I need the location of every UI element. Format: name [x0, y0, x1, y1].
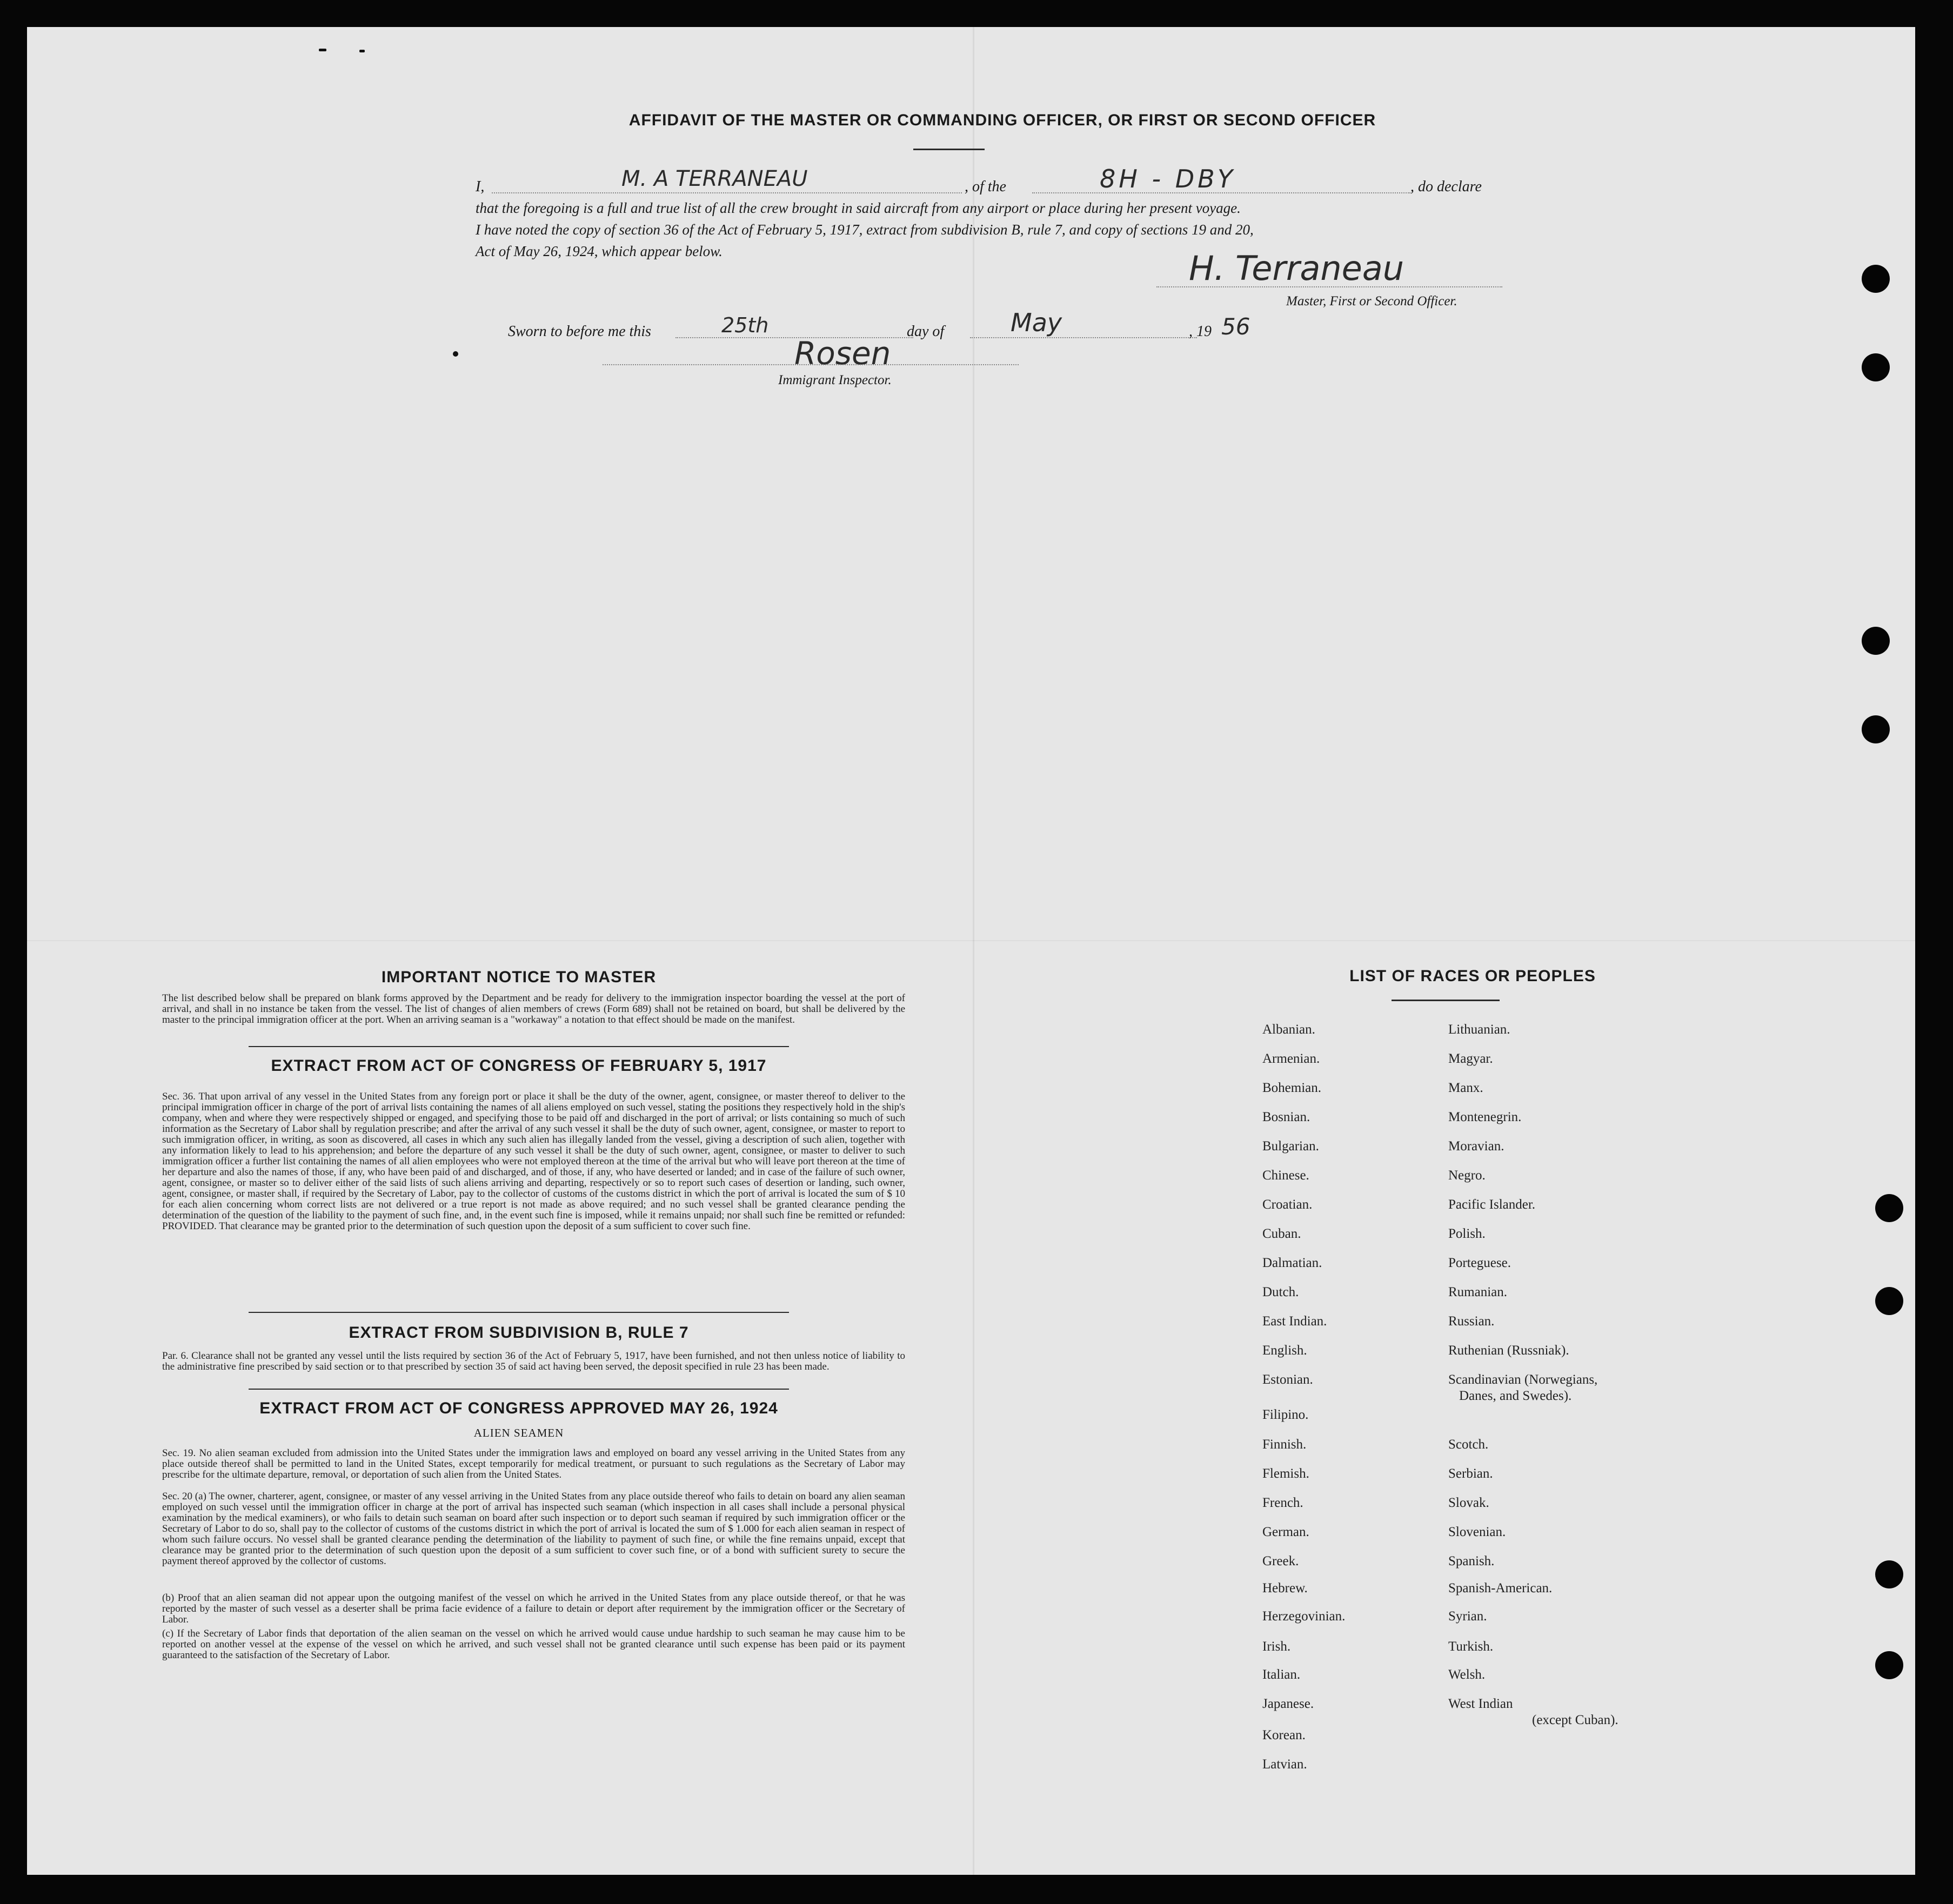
race-item: Latvian. [1262, 1757, 1307, 1772]
race-item: French. [1262, 1496, 1303, 1510]
inspector-signature: Rosen [794, 335, 891, 372]
race-item: Bulgarian. [1262, 1139, 1319, 1154]
speck [359, 50, 365, 52]
inspector-line [603, 364, 1019, 365]
race-item: Turkish. [1448, 1639, 1494, 1654]
race-item: Dalmatian. [1262, 1256, 1322, 1270]
race-item: Filipino. [1262, 1407, 1309, 1422]
race-item: Irish. [1262, 1639, 1291, 1654]
race-item: Hebrew. [1262, 1581, 1308, 1595]
handwritten-name: M. A TERRANEAU [621, 166, 808, 191]
notice-body: The list described below shall be prepared on blank forms approved by the Department and be ready for delivery to the immigration inspector boarding the vessel at the port of arrival, and shall in no instance be taken from the vessel. The list of changes of alien members of crews (Form 689) shall not be retained on board, but shall be delivered by the master to the principal immigration officer at the port. When an arriving seaman is a "workaway" a notation to that effect should be made on the manifest. [162, 993, 905, 1025]
speck [453, 351, 458, 357]
title-rule [913, 149, 985, 150]
year-prefix: , 19 [1189, 323, 1212, 340]
race-item: Lithuanian. [1448, 1022, 1510, 1037]
extract-1924-sec20b: (b) Proof that an alien seaman did not appear upon the outgoing manifest of the vessel on which he arrived in the United States from any place outside thereof, or that he was reported by the master of such vessel as a deserter shall be prima facie evidence of a failure to detain or deport after requirement by the immigration officer or the Secretary of Labor. [162, 1592, 905, 1625]
race-item: Bohemian. [1262, 1081, 1322, 1095]
race-item: Dutch. [1262, 1285, 1299, 1299]
race-item: Spanish-American. [1448, 1581, 1553, 1595]
affidavit-i-prefix: I, [476, 178, 485, 195]
handwritten-day: 25th [721, 313, 769, 337]
punch-hole [1875, 1287, 1903, 1315]
punch-hole [1862, 265, 1890, 293]
master-signature: H. Terraneau [1189, 249, 1404, 288]
race-item: Rumanian. [1448, 1285, 1508, 1299]
races-title: LIST OF RACES OR PEOPLES [1349, 967, 1596, 985]
day-of-label: day of [907, 323, 945, 340]
race-item: Greek. [1262, 1554, 1299, 1568]
race-item: Scandinavian (Norwegians, [1448, 1372, 1598, 1387]
race-item: Moravian. [1448, 1139, 1504, 1154]
fold-line-vertical [973, 27, 974, 1875]
race-item: Herzegovinian. [1262, 1609, 1346, 1624]
extract-1924-sec20a: Sec. 20 (a) The owner, charterer, agent, consignee, or master of any vessel arriving in the United States from any place outside thereof who fails to detain on board any alien seaman employed on such vessel until the immigration officer in charge at the port of arrival has inspected such seaman (which inspection in all cases shall include a personal physical examination by the medical examiners), or who fails to detain such seaman on board after such inspection or to deport such seaman if required by such immigration officer or the Secretary of Labor to do so, shall pay to the collector of customs of the customs district in which the port of arrival is located the sum of $ 1.000 for each alien seaman in respect of whom such failure occurs. No vessel shall be granted clearance pending the determination of the liability to payment of such fine, or while the fine remains unpaid, except that clearance may be granted prior to the determination of such question upon the deposit of a sum sufficient to cover such fine, or of a bond with sufficient surety to secure the payment thereof approved by the collector of customs. [162, 1491, 905, 1567]
master-caption: Master, First or Second Officer. [1286, 294, 1457, 309]
race-item: Manx. [1448, 1081, 1483, 1095]
race-item: Magyar. [1448, 1051, 1493, 1066]
race-item: German. [1262, 1525, 1309, 1539]
extract-1924-sec19: Sec. 19. No alien seaman excluded from admission into the United States under the immigration laws and employed on board any vessel arriving in the United States from any place outside thereof shall be permitted to land in the United States, except temporarily for medical treatment, or pursuant to such regulations as the Secretary of Labor may prescribe for the ultimate departure, removal, or deportation of such alien from the United States. [162, 1447, 905, 1480]
handwritten-year: 56 [1221, 313, 1250, 340]
punch-hole [1862, 715, 1890, 743]
race-item: Slovenian. [1448, 1525, 1506, 1539]
race-item: Estonian. [1262, 1372, 1313, 1387]
races-rule [1392, 1000, 1500, 1001]
affidavit-line-3: I have noted the copy of section 36 of the Act of February 5, 1917, extract from subdivision B, rule 7, and copy of sections 19 and 20, [476, 222, 1254, 238]
inspector-caption: Immigrant Inspector. [778, 373, 892, 387]
race-item: Slovak. [1448, 1496, 1489, 1510]
fold-line-horizontal [27, 940, 1915, 941]
document-sheet [27, 27, 1915, 1875]
race-item: (except Cuban). [1532, 1713, 1618, 1727]
section-rule [249, 1046, 789, 1047]
month-line [970, 337, 1197, 338]
affidavit-title: AFFIDAVIT OF THE MASTER OR COMMANDING OFFICER, OR FIRST OR SECOND OFFICER [628, 111, 1376, 129]
race-item: Croatian. [1262, 1197, 1313, 1212]
race-item: Polish. [1448, 1226, 1486, 1241]
race-item: Danes, and Swedes). [1459, 1389, 1572, 1403]
race-item: Bosnian. [1262, 1110, 1310, 1124]
race-item: East Indian. [1262, 1314, 1327, 1329]
affidavit-do-declare: , do declare [1410, 178, 1482, 195]
race-item: Serbian. [1448, 1466, 1493, 1481]
race-item: Armenian. [1262, 1051, 1320, 1066]
section-rule [249, 1389, 789, 1390]
race-item: Albanian. [1262, 1022, 1315, 1037]
punch-hole [1862, 353, 1890, 381]
name-line [492, 192, 962, 193]
punch-hole [1862, 627, 1890, 655]
race-item: Flemish. [1262, 1466, 1309, 1481]
punch-hole [1875, 1560, 1903, 1588]
extract-1917-title: EXTRACT FROM ACT OF CONGRESS OF FEBRUARY 5, 1917 [271, 1057, 767, 1075]
race-item: West Indian [1448, 1697, 1513, 1711]
punch-hole [1875, 1651, 1903, 1679]
subdivision-title: EXTRACT FROM SUBDIVISION B, RULE 7 [349, 1324, 689, 1342]
race-item: Italian. [1262, 1667, 1301, 1682]
affidavit-line-2: that the foregoing is a full and true list of all the crew brought in said aircraft from any airport or place during her present voyage. [476, 200, 1241, 216]
race-item: Welsh. [1448, 1667, 1486, 1682]
race-item: Russian. [1448, 1314, 1495, 1329]
race-item: Montenegrin. [1448, 1110, 1522, 1124]
race-item: English. [1262, 1343, 1307, 1358]
extract-1924-title: EXTRACT FROM ACT OF CONGRESS APPROVED MAY 26, 1924 [259, 1399, 778, 1417]
speck [319, 49, 326, 51]
race-item: Pacific Islander. [1448, 1197, 1536, 1212]
race-item: Negro. [1448, 1168, 1486, 1183]
extract-1917-body: Sec. 36. That upon arrival of any vessel in the United States from any foreign port or place it shall be the duty of the owner, agent, consignee, or master thereof to deliver to the principal immigration officer in charge of the port of arrival lists containing the names of all aliens employed on such vessel, stating the positions they respectively hold in the ship's company, when and where they were respectively shipped or engaged, and specifying those to be paid off and discharged in the port of arrival; or lists containing so much of such information as the Secretary of Labor shall by regulation prescribe; and after the arrival of any such vessel it shall be the duty of such owner, agent, consignee, or master to report to such immigration officer, in writing, as soon as discovered, all cases in which any such alien has illegally landed from the vessel, giving a description of such alien, together with any information likely to lead to his apprehension; and before the departure of any such vessel it shall be the duty of such owner, agent, consignee, or master to deliver to such immigration officer a further list containing the names of all alien employees who were not employed thereon at the time of the arrival but who will leave port thereon at the time of her departure and also the names of those, if any, who have been paid of and discharged, and of those, if any, who have deserted or landed; and in case of the failure of such owner, agent, consignee, or master so to deliver either of the said lists of such aliens arriving and departing, respectively or so to report such cases of desertion or landing, such owner, agent, consignee, or master shall, if required by the Secretary of Labor, pay to the collector of customs of the customs district in which the port of arrival is located the sum of $ 10 for each alien concerning whom correct lists are not delivered or a true report is not made as above required; and no such vessel shall be granted clearance pending the determination of the question of the liability to the payment of such fine, and, in the event such fine is imposed, while it remains unpaid; nor shall such fine be remitted or refunded: PROVIDED. That clearance may be granted prior to the determination of such question upon the deposit of a sum sufficient to cover such fine. [162, 1091, 905, 1232]
section-rule [249, 1312, 789, 1313]
race-item: Korean. [1262, 1728, 1306, 1742]
race-item: Japanese. [1262, 1697, 1314, 1711]
extract-1924-subtitle: ALIEN SEAMEN [473, 1426, 564, 1439]
race-item: Finnish. [1262, 1437, 1307, 1452]
affidavit-of-the: , of the [965, 178, 1006, 195]
extract-1924-sec20c: (c) If the Secretary of Labor finds that deportation of the alien seaman on the vessel on which he arrived would cause undue hardship to such seaman he may cause him to be reported on another vessel at the expense of the vessel on which he arrived, and such vessel shall not be granted clearance until such expense has been paid or its payment guaranteed to the satisfaction of the Secretary of Labor. [162, 1628, 905, 1661]
race-item: Spanish. [1448, 1554, 1495, 1568]
subdivision-body: Par. 6. Clearance shall not be granted any vessel until the lists required by section 36 of the Act of February 5, 1917, have been furnished, and not then unless notice of liability to the administrative fine prescribed by said section or to that prescribed by section 35 of said act having been served, the deposit specified in rule 23 has been made. [162, 1350, 905, 1372]
race-item: Chinese. [1262, 1168, 1309, 1183]
handwritten-aircraft: 8H - DBY [1100, 164, 1236, 193]
affidavit-line-4: Act of May 26, 1924, which appear below. [476, 243, 723, 259]
race-item: Porteguese. [1448, 1256, 1511, 1270]
race-item: Ruthenian (Russniak). [1448, 1343, 1569, 1358]
handwritten-month: May [1011, 308, 1062, 337]
race-item: Syrian. [1448, 1609, 1487, 1624]
race-item: Cuban. [1262, 1226, 1301, 1241]
race-item: Scotch. [1448, 1437, 1489, 1452]
punch-hole [1875, 1194, 1903, 1222]
notice-title: IMPORTANT NOTICE TO MASTER [381, 968, 657, 986]
sworn-prefix: Sworn to before me this [508, 323, 651, 340]
